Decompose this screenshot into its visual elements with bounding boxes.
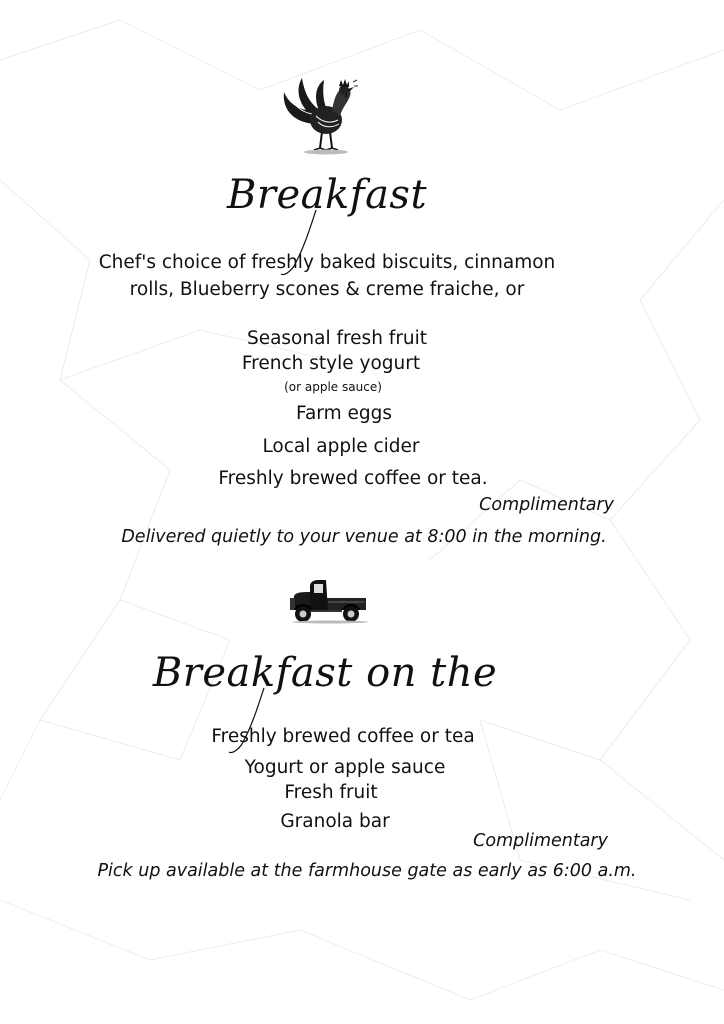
menu-item: Granola bar bbox=[280, 811, 390, 832]
menu-item: Seasonal fresh fruit bbox=[246, 328, 428, 349]
menu-item: Freshly brewed coffee or tea bbox=[211, 726, 475, 747]
breakfast-title: Breakfast bbox=[226, 172, 428, 218]
breakfast-on-the-title: Breakfast on the bbox=[152, 650, 498, 696]
menu-item-note: (or apple sauce) bbox=[284, 380, 382, 394]
menu-item: Freshly brewed coffee or tea. bbox=[218, 468, 488, 489]
menu-item: French style yogurt bbox=[241, 353, 421, 374]
intro-line-2: rolls, Blueberry scones & creme fraiche, or bbox=[129, 279, 525, 300]
vintage-pickup-truck-icon bbox=[288, 578, 372, 624]
price-label: Complimentary bbox=[479, 495, 614, 515]
intro-line-1: Chef's choice of freshly baked biscuits, cinnamon bbox=[98, 252, 556, 273]
rooster-icon bbox=[276, 72, 358, 158]
price-label: Complimentary bbox=[473, 831, 608, 851]
menu-item: Yogurt or apple sauce bbox=[244, 757, 446, 778]
delivery-note: Delivered quietly to your venue at 8:00 in the morning. bbox=[121, 527, 607, 547]
menu-item: Farm eggs bbox=[296, 403, 392, 424]
pickup-note: Pick up available at the farmhouse gate as early as 6:00 a.m. bbox=[97, 861, 637, 881]
menu-item: Fresh fruit bbox=[284, 782, 378, 803]
menu-item: Local apple cider bbox=[262, 436, 420, 457]
